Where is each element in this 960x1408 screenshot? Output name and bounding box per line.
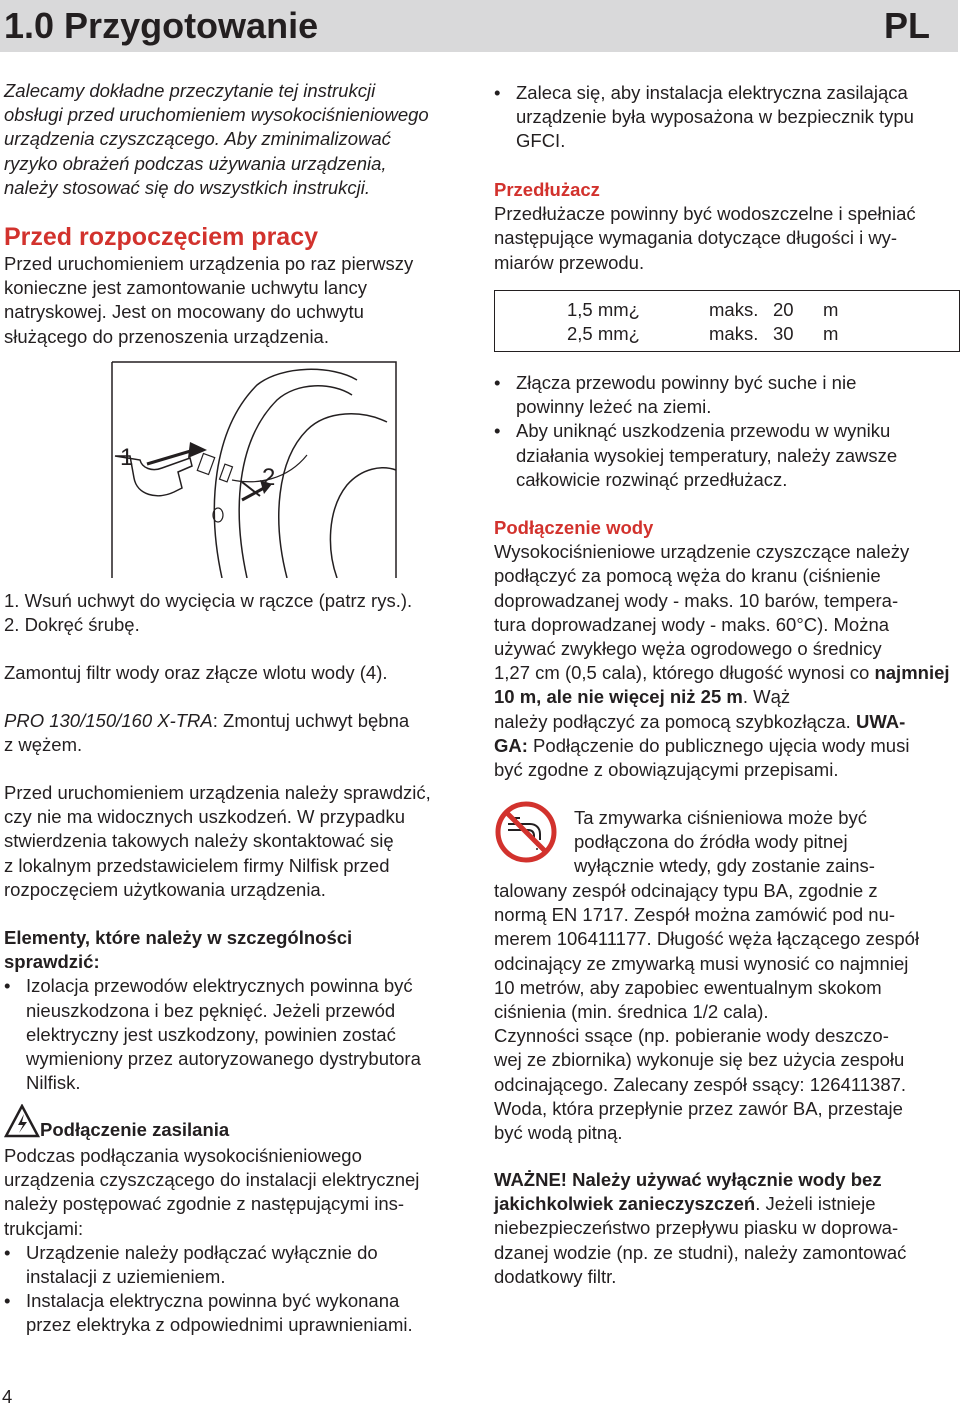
elements-heading: Elementy, które należy w szczególności sprawdzić:: [4, 927, 353, 973]
no-drink-text: Ta zmywarka ciśnieniowa może być podłączona do źródła wody pitnej wyłącznie wtedy, gdy zostanie zains-: [574, 807, 875, 877]
language-code: PL: [883, 5, 930, 46]
warning-electric-icon: [4, 1104, 40, 1140]
bullet-dot: •: [4, 975, 11, 997]
page-title: 1.0 Przygotowanie: [4, 5, 319, 46]
power-text: Podczas podłączania wysokociśnieniowego urządzenia czyszczącego do instalacji elektrycznej należy postępować zgodnie z następującymi ins- trukcjami:: [4, 1145, 420, 1239]
pro-model: PRO 130/150/160 X-TRA: [4, 710, 213, 731]
handle-mount-figure: [82, 360, 398, 578]
water-text: Wysokociśnieniowe urządzenie czyszczące należy podłączyć za pomocą węża do kranu (ciśnienie doprowadzanej wody - maks. 10 barów, tempera- tura doprowadzanej wody - maks. 60°C). Można używać zwykłego węża ogrodowego o średnicy 1,27 cm (0,5 cala), którego długość wynosi co najmniej 10 m, ale nie więcej niż 25 m. Wąż należy podłączyć za pomocą szybkozłącza. UWA- GA: Podłączenie do publicznego ujęcia wody musi być zgodne z obowiązującymi przepisami.: [494, 541, 950, 781]
filter-block: [4, 661, 474, 685]
intro-text: Zalecamy dokładne przeczytanie tej instrukcji obsługi przed uruchomieniem wysokociśnieniowego urządzenia czyszczącego. Aby zminimalizować ryzyko obrażeń podczas używania urządzenia, należy stosować się do wszystkich instrukcji.: [4, 80, 429, 198]
steps-block: [4, 589, 474, 637]
check-text: Przed uruchomieniem urządzenia należy sprawdzić, czy nie ma widocznych uszkodzeń. W przypadku stwierdzenia takowych należy skontaktować się z lokalnym przedstawicielem firmy Nilfisk przed rozpoczęciem użytkowania urządzenia.: [4, 782, 431, 900]
no-drink-text-block: [574, 806, 954, 879]
extension-table: [494, 290, 960, 352]
no-drinking-water-icon: [494, 800, 558, 864]
figure-label-1: 1: [120, 444, 134, 471]
figure-label-2: 2: [262, 464, 276, 491]
important-text: WAŻNE! Należy używać wyłącznie wody bez jakichkolwiek zanieczyszczeń. Jeżeli istnieje niebezpieczeństwo przepływu piasku w doprowa- dzanej wodzie (np. ze studni), należy zamontować dodatkowy filtr.: [494, 1169, 907, 1287]
handle-mount-illustration: [82, 360, 398, 578]
elements-bullet-1: • Izolacja przewodów elektrycznych powinna być nieuszkodzona i bez pęknięć. Jeżeli przewód elektryczny jest uszkodzony, powinien zostać wymieniony przez autoryzowanego dystrybutora Nilfisk.: [4, 975, 421, 1094]
bullet-dry: • Złącza przewodu powinny być suche i nie powinny leżeć na ziemi.: [494, 372, 857, 418]
gfci-block: [494, 81, 960, 154]
water-section: [494, 516, 960, 782]
before-start-section: [4, 222, 474, 349]
before-start-text: Przed uruchomieniem urządzenia po raz pierwszy konieczne jest zamontowanie uchwytu lancy natryskowej. Jest on mocowany do uchwytu służącego do przenoszenia urządzenia.: [4, 253, 414, 347]
page-header: [0, 0, 958, 52]
steps-text: 1. Wsuń uchwyt do wycięcia w rączce (patrz rys.). 2. Dokręć śrubę.: [4, 590, 413, 636]
important-block: [494, 1168, 960, 1289]
backflow-text: talowany zespół odcinający typu BA, zgodnie z normą EN 1717. Zespół można zamówić pod nu- merem 106411177. Długość węża łączącego zespół odcinający ze zmywarką musi wynosić co najmniej 10 metrów, aby zapobiec ewentualnym skokom ciśnienia (min. średnica 1/2 cala). Czynności ssące (np. pobieranie wody deszczo- wej ze zbiornika) wykonuje się bez użycia zespołu odcinającego. Zalecany zespół ssący: 126411387. Woda, która przepłynie przez zawór BA, przestaje być wodą pitną.: [494, 880, 920, 1144]
power-section: [4, 1104, 474, 1338]
extension-text: Przedłużacze powinny być wodoszczelne i spełniać następujące wymagania dotyczące długości i wy- miarów przewodu.: [494, 203, 916, 273]
power-bullet-1: • Urządzenie należy podłączać wyłącznie do instalacji z uziemieniem.: [4, 1241, 378, 1288]
cable-bullets: [494, 371, 960, 492]
table-row: 1,5 mm¿ maks. 20 m: [567, 299, 839, 320]
gfci-bullet: • Zaleca się, aby instalacja elektryczna zasilająca urządzenie była wyposażona w bezpiecznik typu GFCI.: [494, 82, 914, 152]
extension-heading: Przedłużacz: [494, 179, 600, 200]
page-number: 4: [2, 1386, 13, 1407]
backflow-block: [494, 879, 960, 1145]
extension-section: [494, 178, 960, 275]
before-start-heading: Przed rozpoczęciem pracy: [4, 223, 319, 251]
check-block: [4, 781, 474, 902]
table-row: 2,5 mm¿ maks. 30 m: [567, 323, 839, 344]
bullet-unwind: • Aby uniknąć uszkodzenia przewodu w wyniku działania wysokiej temperatury, należy zawsze całkowicie rozwinąć przedłużacz.: [494, 420, 898, 490]
elements-section: [4, 926, 474, 1095]
pro-block: [4, 709, 474, 757]
intro-block: [4, 79, 474, 200]
power-heading: Podłączenie zasilania: [40, 1119, 230, 1140]
pro-text: : Zmontuj uchwyt bębna z wężem.: [4, 710, 410, 756]
water-heading: Podłączenie wody: [494, 517, 654, 538]
power-bullet-2: • Instalacja elektryczna powinna być wykonana przez elektryka z odpowiednimi uprawnieniami.: [4, 1290, 413, 1336]
filter-text: Zamontuj filtr wody oraz złącze wlotu wody (4).: [4, 662, 388, 683]
